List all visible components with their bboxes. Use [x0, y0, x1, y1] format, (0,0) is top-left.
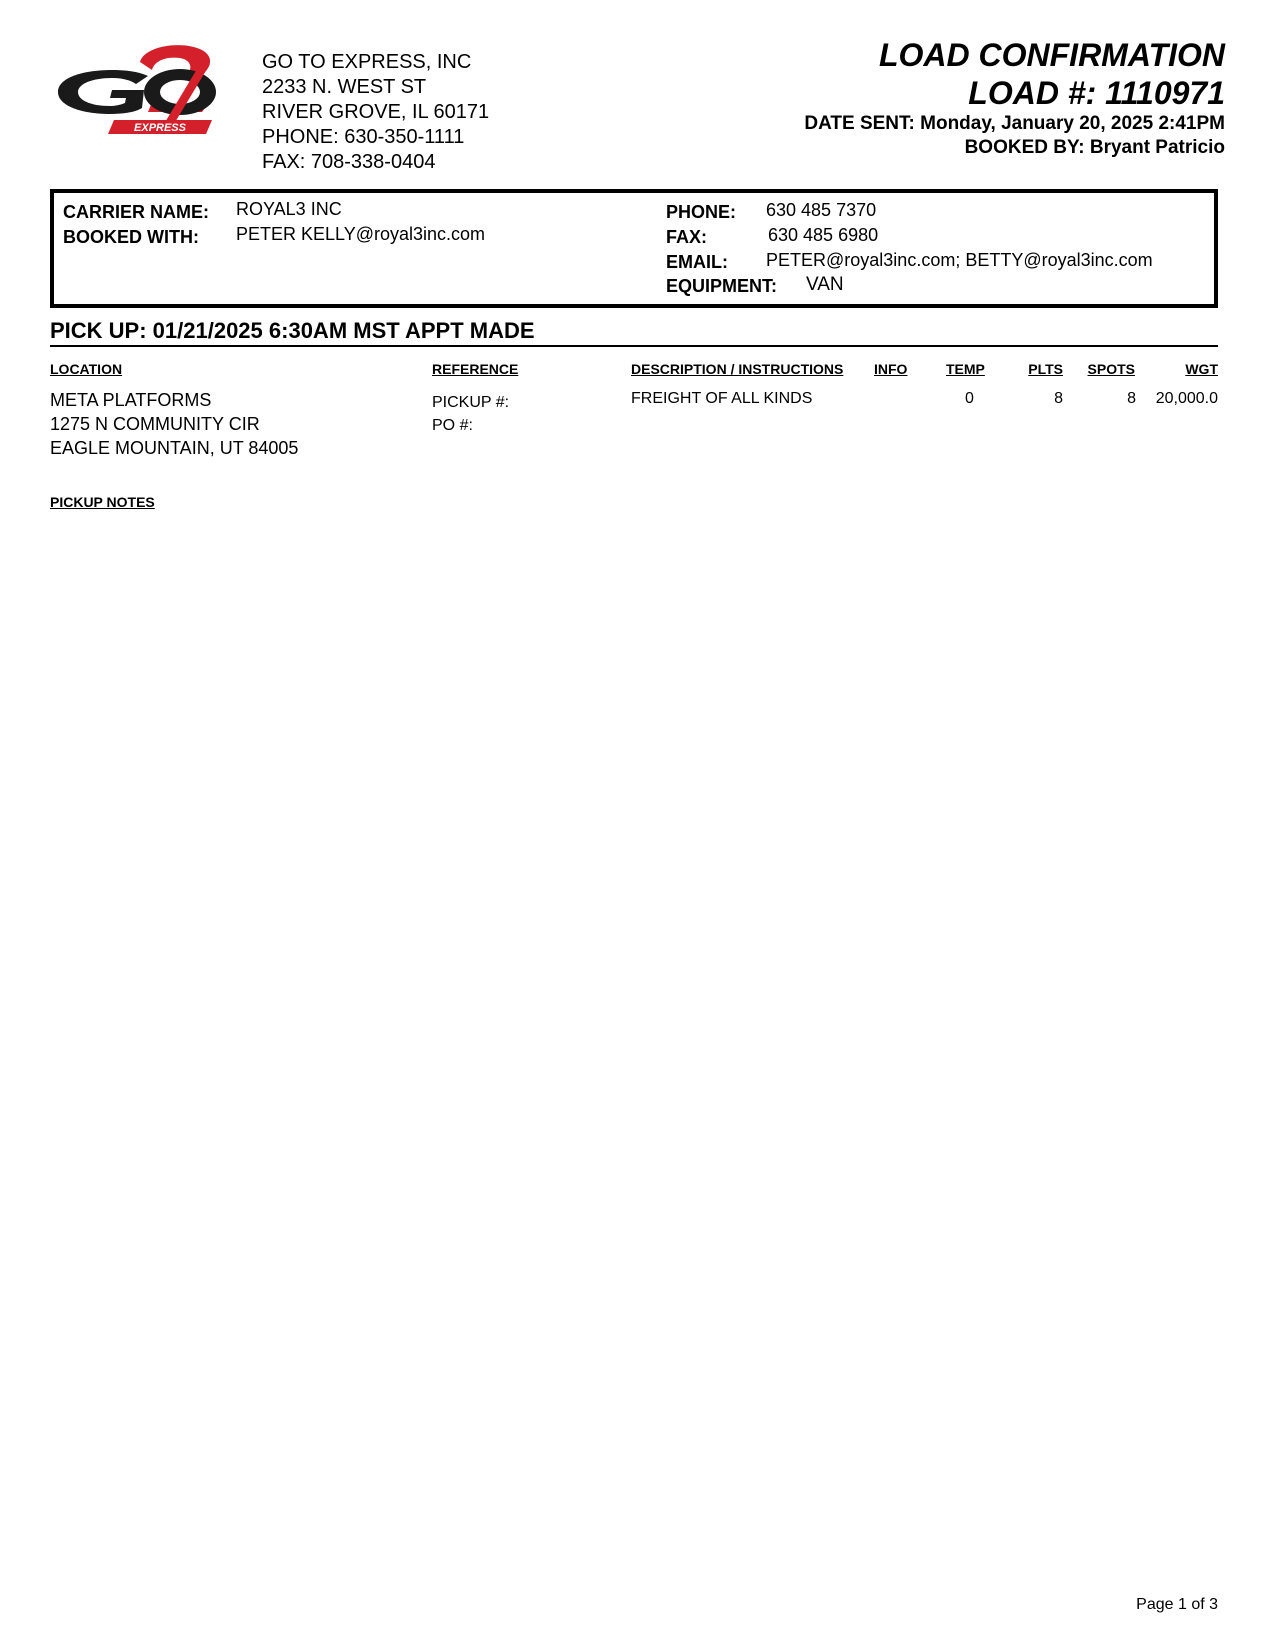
pickup-location — [50, 388, 298, 460]
carrier-fax-label: FAX: — [666, 227, 708, 247]
location-line: META PLATFORMS — [50, 390, 212, 410]
location-line: 1275 N COMMUNITY CIR — [50, 414, 260, 434]
company-city: RIVER GROVE, IL 60171 — [262, 101, 490, 123]
booked-by-value: Bryant Patricio — [1089, 137, 1225, 158]
col-plts: PLTS — [1028, 361, 1063, 377]
col-spots: SPOTS — [1087, 361, 1135, 377]
col-info: INFO — [874, 361, 908, 377]
pickup-wgt: 20,000.0 — [1155, 390, 1218, 407]
carrier-email-label: EMAIL: — [666, 252, 728, 272]
col-reference: REFERENCE — [432, 361, 519, 377]
page-number: Page 1 of 3 — [1136, 1596, 1218, 1613]
pickup-divider — [50, 345, 1218, 347]
carrier-phone-label: PHONE: — [666, 202, 737, 222]
pickup-notes-heading: PICKUP NOTES — [50, 494, 155, 510]
carrier-name-label: CARRIER NAME: — [63, 202, 209, 222]
load-number: LOAD #: 1110971 — [968, 75, 1225, 111]
reference-po: PO #: — [432, 417, 473, 434]
pickup-title: PICK UP: 01/21/2025 6:30AM MST APPT MADE — [50, 318, 535, 343]
equipment-value: VAN — [806, 274, 844, 295]
company-logo — [52, 40, 232, 140]
carrier-name-value: ROYAL3 INC — [236, 199, 342, 219]
booked-by — [804, 136, 1225, 160]
pickup-temp: 0 — [965, 390, 974, 407]
booked-by-label: BOOKED BY: — [964, 137, 1085, 158]
company-street: 2233 N. WEST ST — [262, 76, 427, 98]
company-phone: PHONE: 630-350-1111 — [262, 126, 465, 148]
location-line: EAGLE MOUNTAIN, UT 84005 — [50, 438, 299, 458]
date-sent-value: Monday, January 20, 2025 2:41PM — [920, 113, 1225, 134]
date-sent — [804, 112, 1225, 136]
carrier-info-box — [50, 189, 1218, 308]
col-location: LOCATION — [50, 361, 123, 377]
logo-subtext: EXPRESS — [134, 122, 186, 134]
document-header — [804, 36, 1225, 160]
go2-express-logo-icon — [52, 40, 232, 140]
company-fax: FAX: 708-338-0404 — [262, 151, 436, 173]
pickup-reference — [432, 391, 509, 437]
carrier-email-value[interactable]: PETER@royal3inc.com; BETTY@royal3inc.com — [766, 250, 1153, 270]
booked-with-value: PETER KELLY@royal3inc.com — [236, 224, 486, 244]
company-name: GO TO EXPRESS, INC — [262, 51, 472, 73]
pickup-description: FREIGHT OF ALL KINDS — [631, 390, 813, 407]
reference-pickup: PICKUP #: — [432, 394, 510, 411]
company-address — [262, 50, 489, 175]
booked-with-label: BOOKED WITH: — [63, 227, 199, 247]
carrier-phone-value: 630 485 7370 — [766, 200, 877, 220]
document-title: LOAD CONFIRMATION — [878, 37, 1225, 73]
date-sent-label: DATE SENT: — [804, 113, 915, 134]
col-wgt: WGT — [1185, 361, 1218, 377]
pickup-spots: 8 — [1127, 390, 1136, 407]
pickup-plts: 8 — [1054, 390, 1063, 407]
carrier-fax-value: 630 485 6980 — [768, 225, 879, 245]
equipment-label: EQUIPMENT: — [666, 276, 778, 296]
col-temp: TEMP — [946, 361, 985, 377]
col-description: DESCRIPTION / INSTRUCTIONS — [631, 361, 844, 377]
